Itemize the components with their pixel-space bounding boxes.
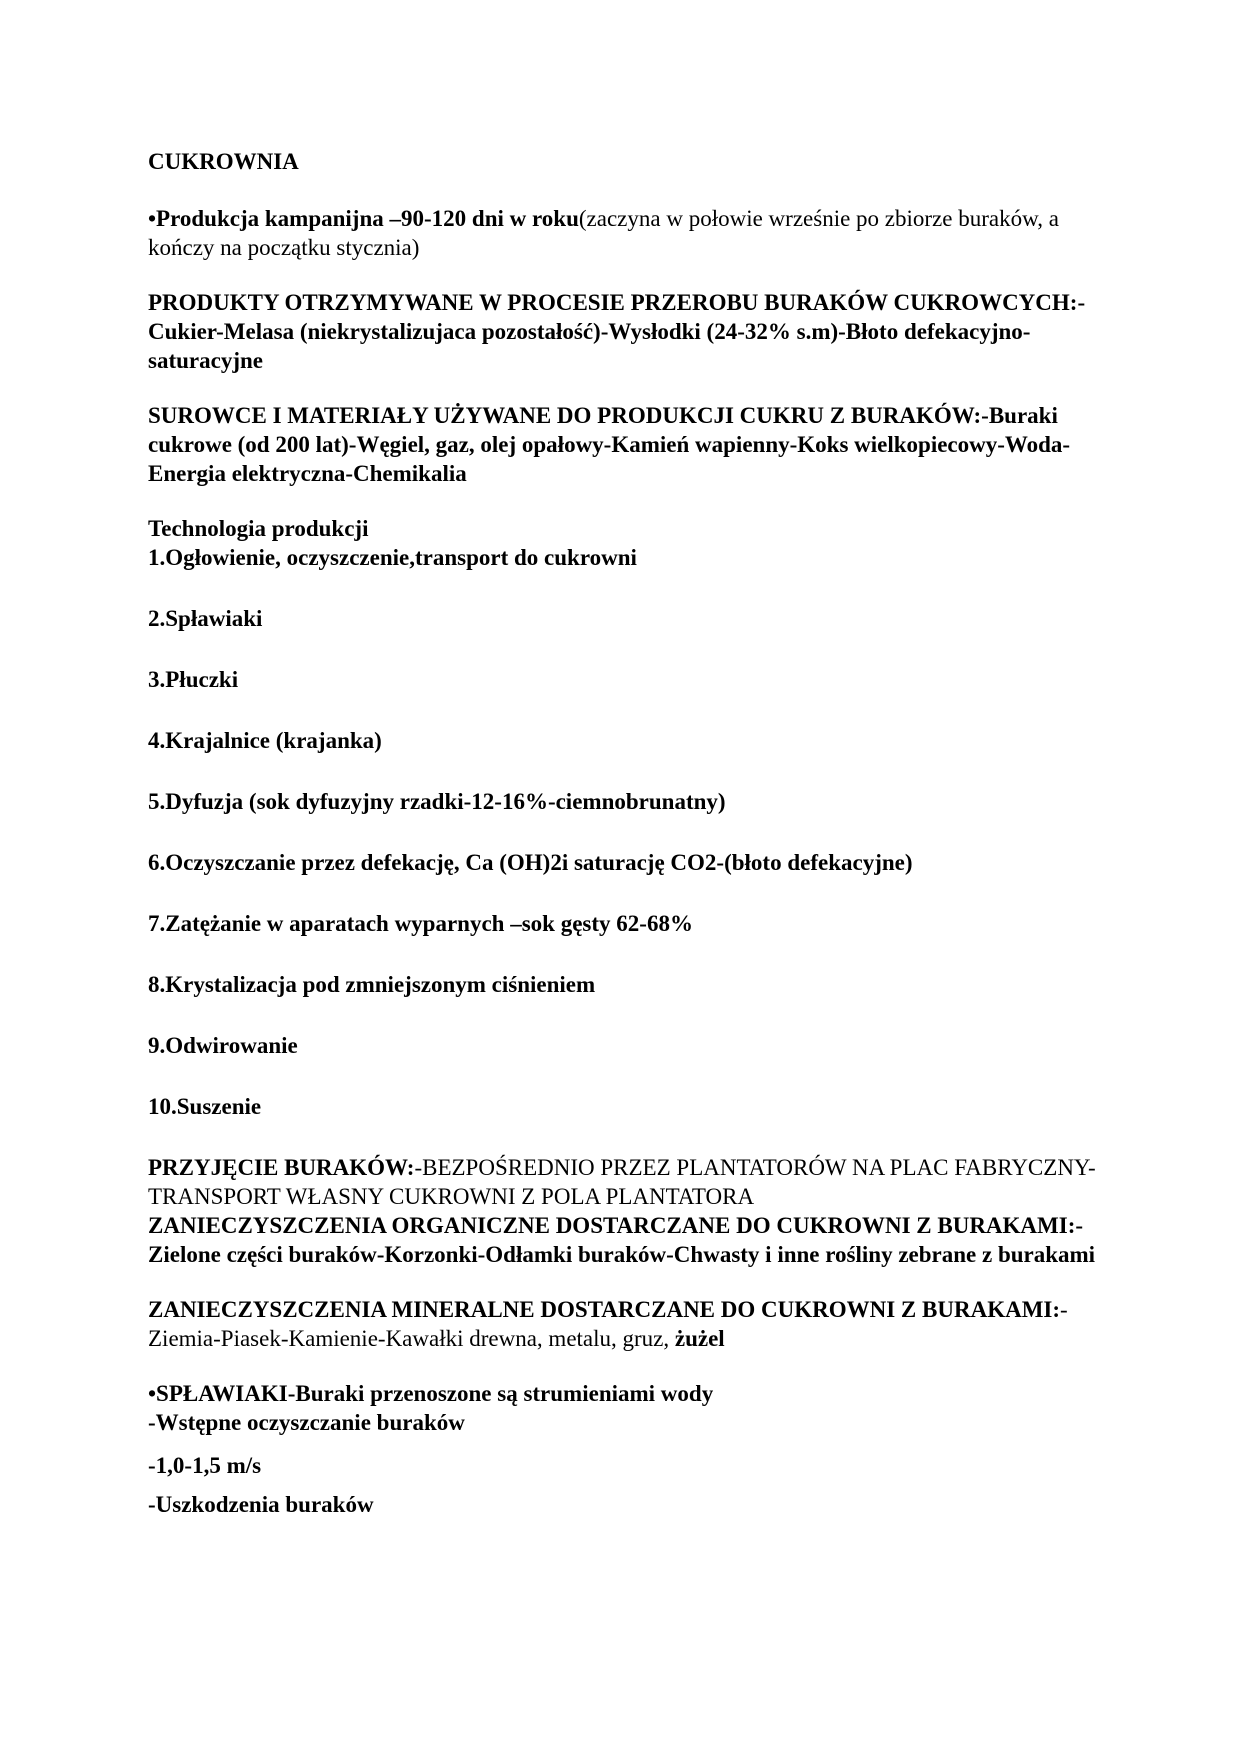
step-item: 1.Ogłowienie, oczyszczenie,transport do cukrowni [148, 545, 637, 570]
step-item: 10.Suszenie [148, 1094, 262, 1119]
step-item: 7.Zatężanie w aparatach wyparnych –sok gęsty 62-68% [148, 911, 693, 936]
step-item: 6.Oczyszczanie przez defekację, Ca (OH)2i saturację CO2-(błoto defekacyjne) [148, 850, 913, 875]
reception-normal: -BEZPOŚREDNIO PRZEZ PLANTATORÓW NA PLAC FABRYCZNY-TRANSPORT WŁASNY CUKROWNI Z POLA PLANTATORA [148, 1155, 1096, 1209]
intro-bold: •Produkcja kampanijna –90-120 dni w roku [148, 206, 579, 231]
splawiaki-line: •SPŁAWIAKI-Buraki przenoszone są strumieniami wody [148, 1381, 714, 1406]
speed-line: -1,0-1,5 m/s [148, 1453, 262, 1478]
step-item: 4.Krajalnice (krajanka) [148, 728, 382, 753]
damage-line: -Uszkodzenia buraków [148, 1492, 374, 1517]
mineral-normal: -Ziemia-Piasek-Kamienie-Kawałki drewna, metalu, gruz, [148, 1297, 1068, 1351]
step-item: 3.Płuczki [148, 667, 239, 692]
intro-normal: (zaczyna w połowie wrześnie po zbiorze buraków, a kończy na początku stycznia) [148, 206, 1059, 260]
step-item: 5.Dyfuzja (sok dyfuzyjny rzadki-12-16%-ciemnobrunatny) [148, 789, 726, 814]
document-body [148, 147, 1108, 1519]
reception-paragraph [148, 1153, 1108, 1211]
technology-heading: Technologia produkcji [148, 516, 369, 541]
step-item: 9.Odwirowanie [148, 1033, 298, 1058]
products-paragraph: PRODUKTY OTRZYMYWANE W PROCESIE PRZEROBU BURAKÓW CUKROWCYCH:-Cukier-Melasa (niekrystalizujaca pozostałość)-Wysłodki (24-32% s.m)-Błoto defekacyjno-saturacyjne [148, 290, 1086, 373]
step-item: 8.Krystalizacja pod zmniejszonym ciśnieniem [148, 972, 596, 997]
document-title: CUKROWNIA [148, 149, 299, 174]
organic-contaminants-paragraph: ZANIECZYSZCZENIA ORGANICZNE DOSTARCZANE DO CUKROWNI Z BURAKAMI:-Zielone części buraków-Korzonki-Odłamki buraków-Chwasty i inne rośliny zebrane z burakami [148, 1213, 1096, 1267]
materials-paragraph: SUROWCE I MATERIAŁY UŻYWANE DO PRODUKCJI CUKRU Z BURAKÓW:-Buraki cukrowe (od 200 lat)-Węgiel, gaz, olej opałowy-Kamień wapienny-Koks wielkopiecowy-Woda-Energia elektryczna-Chemikalia [148, 403, 1071, 486]
intro-paragraph [148, 204, 1108, 262]
reception-bold: PRZYJĘCIE BURAKÓW: [148, 1155, 415, 1180]
mineral-tail: żużel [674, 1326, 725, 1351]
splawiaki-line: -Wstępne oczyszczanie buraków [148, 1410, 465, 1435]
mineral-contaminants-paragraph [148, 1295, 1108, 1353]
step-item: 2.Spławiaki [148, 606, 263, 631]
mineral-bold: ZANIECZYSZCZENIA MINERALNE DOSTARCZANE DO CUKROWNI Z BURAKAMI: [148, 1297, 1061, 1322]
